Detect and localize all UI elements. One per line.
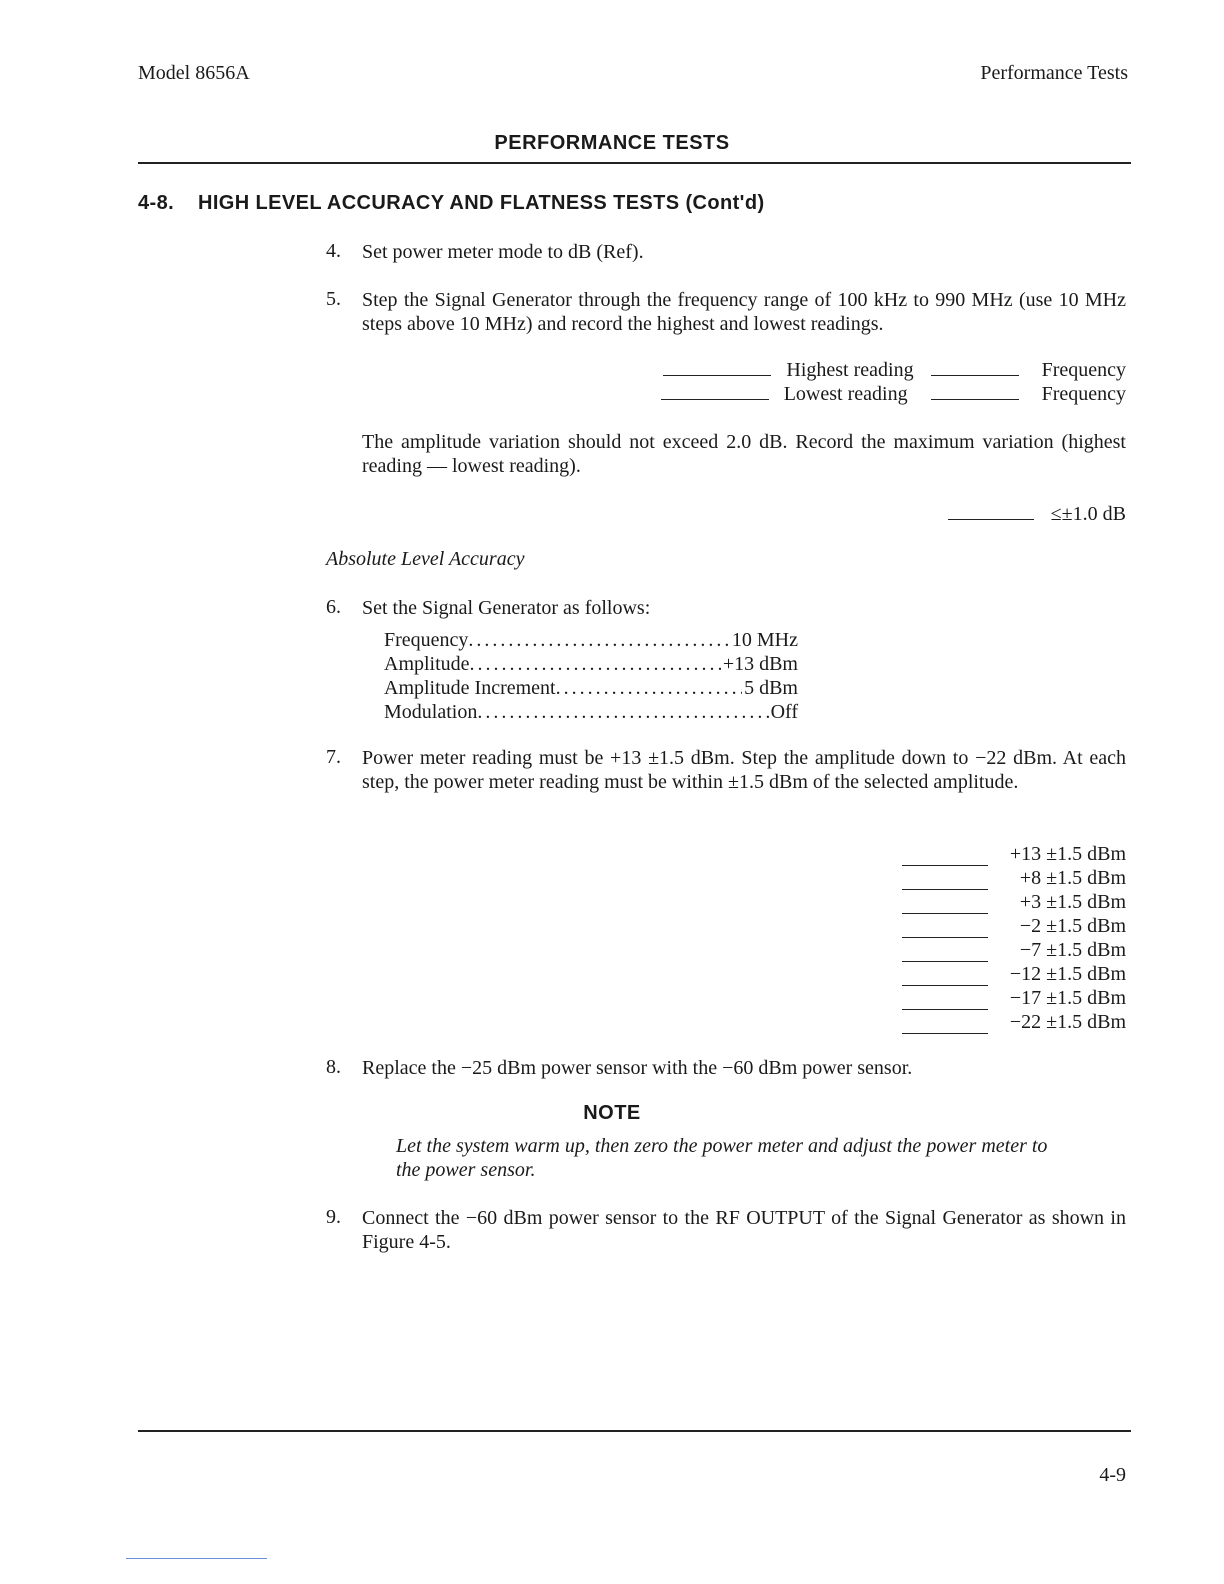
level-value: +8 ±1.5 dBm (1019, 867, 1126, 889)
highest-reading-row (663, 358, 1126, 382)
footer-rule (138, 1430, 1131, 1432)
page-number: 4-9 (1099, 1464, 1126, 1486)
lowest-frequency-label: Frequency (1041, 383, 1126, 405)
step-number-9: 9. (326, 1206, 341, 1228)
level-blank (902, 875, 988, 890)
level-record-row (902, 866, 1126, 890)
step-number-6: 6. (326, 596, 341, 618)
level-blank (902, 923, 988, 938)
level-record-row (902, 986, 1126, 1010)
step-text-5: Step the Signal Generator through the frequency range of 100 kHz to 990 MHz (use 10 MHz steps above 10 MHz) and record the highest and lowest readings. (362, 289, 1126, 335)
highest-frequency-blank (931, 361, 1019, 376)
lowest-reading-label: Lowest reading (783, 383, 908, 405)
setting-value: +13 dBm (722, 653, 798, 675)
setting-value: Off (770, 701, 798, 723)
step-text-9: Connect the −60 dBm power sensor to the RF OUTPUT of the Signal Generator as shown in Figure 4-5. (362, 1207, 1126, 1253)
level-blank (902, 995, 988, 1010)
lowest-frequency-blank (931, 385, 1019, 400)
page-banner: PERFORMANCE TESTS (494, 132, 730, 154)
generator-settings-list (384, 628, 798, 724)
level-value: +3 ±1.5 dBm (1019, 891, 1126, 913)
level-record-row (902, 842, 1126, 866)
header-model: Model 8656A (138, 62, 250, 84)
header-section-name: Performance Tests (980, 62, 1128, 84)
variation-text: The amplitude variation should not exceed 2.0 dB. Record the maximum variation (highest reading — lowest reading). (362, 431, 1126, 477)
level-value: +13 ±1.5 dBm (1009, 843, 1126, 865)
level-record-row (902, 890, 1126, 914)
setting-label: Modulation (384, 701, 478, 723)
setting-value: 10 MHz (731, 629, 798, 651)
level-blank (902, 899, 988, 914)
section-title: HIGH LEVEL ACCURACY AND FLATNESS TESTS (Cont'd) (198, 192, 765, 214)
level-record-row (902, 1010, 1126, 1034)
step-text-4: Set power meter mode to dB (Ref). (362, 241, 644, 263)
highest-reading-label: Highest reading (786, 359, 914, 381)
level-blank (902, 1019, 988, 1034)
note-text: Let the system warm up, then zero the power meter and adjust the power meter to the power sensor. (396, 1135, 1048, 1181)
level-record-row (902, 914, 1126, 938)
scan-edge-mark (126, 1558, 267, 1559)
level-value: −12 ±1.5 dBm (1009, 963, 1126, 985)
header-rule (138, 162, 1131, 164)
section-number: 4-8. (138, 192, 175, 214)
level-blank (902, 851, 988, 866)
section-heading (138, 192, 765, 215)
level-value: −22 ±1.5 dBm (1009, 1011, 1126, 1033)
setting-label: Amplitude Increment (384, 677, 556, 699)
step-number-7: 7. (326, 746, 341, 768)
setting-value: 5 dBm (744, 677, 798, 699)
level-blank (902, 947, 988, 962)
level-value: −2 ±1.5 dBm (1019, 915, 1126, 937)
step-text-6: Set the Signal Generator as follows: (362, 597, 651, 619)
variation-blank (948, 505, 1034, 520)
level-value: −7 ±1.5 dBm (1019, 939, 1126, 961)
note-title: NOTE (583, 1102, 641, 1124)
level-record-row (902, 962, 1126, 986)
level-record-row (902, 938, 1126, 962)
setting-row (384, 676, 798, 700)
highest-reading-blank (663, 361, 771, 376)
step-number-5: 5. (326, 288, 341, 310)
step-text-8: Replace the −25 dBm power sensor with the −60 dBm power sensor. (362, 1057, 913, 1079)
step-text-7: Power meter reading must be +13 ±1.5 dBm. Step the amplitude down to −22 dBm. At each step, the power meter reading must be within ±1.5 dBm of the selected amplitude. (362, 747, 1126, 793)
level-value: −17 ±1.5 dBm (1009, 987, 1126, 1009)
setting-row (384, 652, 798, 676)
lowest-reading-blank (661, 385, 769, 400)
variation-record-row (948, 502, 1126, 526)
level-blank (902, 971, 988, 986)
lowest-reading-row (661, 382, 1126, 406)
absolute-level-accuracy-heading: Absolute Level Accuracy (326, 548, 525, 570)
setting-row (384, 628, 798, 652)
variation-limit: ≤±1.0 dB (1050, 503, 1126, 525)
setting-row (384, 700, 798, 724)
step-number-8: 8. (326, 1056, 341, 1078)
step-number-4: 4. (326, 240, 341, 262)
setting-label: Frequency (384, 629, 469, 651)
highest-frequency-label: Frequency (1041, 359, 1126, 381)
setting-label: Amplitude (384, 653, 470, 675)
